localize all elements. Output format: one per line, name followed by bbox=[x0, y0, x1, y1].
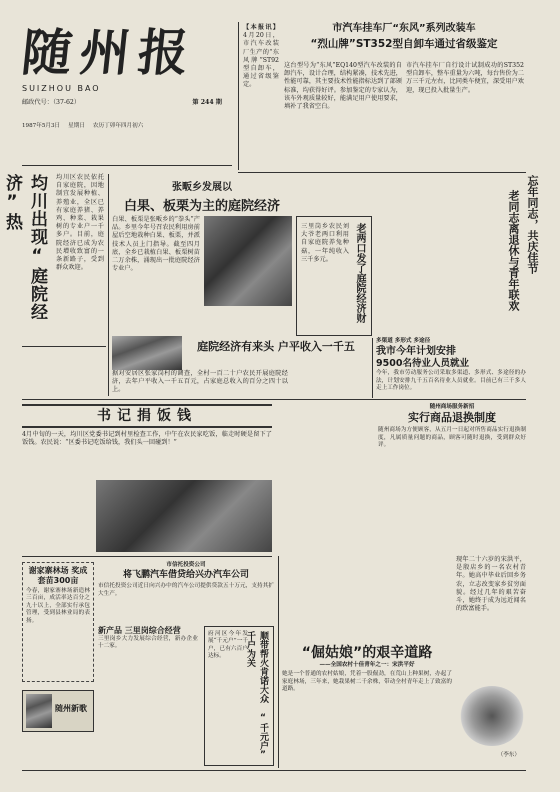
corner-banner-text: 随州新歌 bbox=[55, 704, 87, 713]
column-title: 书记捐饭钱 bbox=[22, 404, 272, 428]
new-product-body: 三里岗乡大力发展综合经营，新办企业十二家。 bbox=[98, 636, 198, 650]
corner-banner bbox=[22, 690, 94, 732]
employment-story bbox=[376, 338, 526, 398]
small-box-headline: 老两口发了庭院经济财 bbox=[354, 223, 365, 323]
small-box-body: 三里岗乡农民刘大爷老两口利用自家庭院养兔种菇，一年纯收入三千多元。 bbox=[301, 223, 349, 263]
left-body-cont bbox=[22, 346, 106, 390]
mall-body: 随州商场为方便顾客，从五月一日起对所售商品实行退换制度，凡属质量问题的商品，顾客可随时退换，受到群众好评。 bbox=[378, 427, 526, 449]
xie-story-box bbox=[22, 562, 94, 682]
employment-subhead: 9500名待业人员就业 bbox=[376, 358, 469, 370]
masthead-issue: 第 244 期 bbox=[192, 99, 222, 106]
top-story-headline-b: “烈山牌”ST352型自卸车通过省级鉴定 bbox=[310, 38, 498, 50]
wolf-headline: “倔姑娘”的艰辛道路 bbox=[301, 645, 433, 661]
top-story-date-line: 4月20日，市汽车改装厂生产的“东风牌”ST92型自卸车，通过省级鉴定。 bbox=[243, 32, 279, 89]
masthead-pinyin: SUIZHOU BAO bbox=[22, 84, 101, 93]
top-story-body: 这台型号为“东风”EQ140型汽车改装的自卸汽车，设计合理，结构紧凑，技术先进，性能可靠，其主要技术性能指标达到了部颁标准，均获得好评。参加鉴定的专家认为，该车外观质量较好，能满足用户使用要求，填补了我省空白。 bbox=[284, 62, 402, 111]
wolf-body: 她是一个普通的农村姑娘，凭着一股倔劲，在荒山上种果树，办起了家庭林场，三年来，她栽果树二千余株，带动全村青年走上了致富的道路。 bbox=[282, 671, 452, 693]
xie-headline: 谢家寨林场 奖成套苗300亩 bbox=[28, 566, 88, 585]
top-story-headline-a: 市汽车挂车厂“东风”系列改装车 bbox=[332, 23, 476, 34]
top-story-tag: 【本报讯】 bbox=[243, 24, 279, 31]
top-story-headlines bbox=[284, 22, 524, 62]
footer-note: （李东） bbox=[497, 752, 520, 758]
masthead-date: 1987年5月3日 bbox=[22, 123, 61, 130]
center-right-col bbox=[376, 178, 494, 336]
lower-center-col bbox=[282, 556, 382, 642]
center-story-kicker: 张畈乡发展以 bbox=[172, 182, 232, 193]
xie-body: 今春，谢家寨林场新造林三百亩，成活率达百分之九十以上，全部实行承包管理，受到县林业局的表扬。 bbox=[26, 588, 90, 624]
corner-banner-graphic bbox=[26, 694, 52, 728]
masthead-title: 随州报 bbox=[18, 23, 200, 82]
masthead-weekday: 星期日 bbox=[68, 123, 85, 130]
masthead-postal: 邮政代号：（37-62） bbox=[22, 99, 81, 106]
mall-kicker: 随州商场服务新招 bbox=[429, 404, 475, 410]
mall-headline: 实行商品退换制度 bbox=[408, 411, 496, 425]
huo-box bbox=[204, 626, 274, 766]
investment-kicker: 市信托投资公司 bbox=[166, 562, 206, 568]
employment-headline: 我市今年计划安排 bbox=[376, 346, 456, 358]
employment-body: 今年，我市劳动服务公司采取多渠道、多形式、多途径的办法，计划安排九千五百名待业人员就业。目前已有三千多人走上工作岗位。 bbox=[376, 370, 526, 392]
investment-story bbox=[98, 562, 274, 622]
investment-body: 市信托投资公司近日向兴办中的汽车公司提供贷款五十万元，支持其扩大生产。 bbox=[98, 583, 274, 597]
left-headline: 均川出现“庭院经济”热 bbox=[2, 174, 47, 321]
center-story-photo bbox=[204, 216, 292, 306]
investment-headline: 将飞鹏汽车借贷给兴办汽车公司 bbox=[122, 570, 249, 581]
center-story-headline: 白果、板栗为主的庭院经济 bbox=[123, 199, 280, 214]
center-story-body: 白果、板栗是张畈乡的“拳头”产品。乡里今年号召农民利用房前屋后空地栽种白果、板栗，并派技术人员上门指导。截至四月底，全乡已栽植白果、板栗树苗二万余株，涌现出一批庭院经济专业户。 bbox=[112, 216, 200, 273]
sub-story-body: 据对安居区张家岗村的调查，全村一百二十户农民开展庭院经济，去年户平收入一千五百元，占家庭总收入的百分之四十以上。 bbox=[112, 370, 288, 394]
new-product-headline: 新产品 三里岗综合经营 bbox=[98, 626, 181, 635]
column-body: 4月中旬的一天，均川区党委书记到村里检查工作，中午在农民家吃饭，临走时硬是留下了饭钱。农民说：“区委书记吃饭给钱，我们头一回碰到！” bbox=[22, 431, 272, 447]
employment-kicker: 多渠道 多形式 多途径 bbox=[376, 338, 431, 344]
left-body: 均川区农民依托自家庭院，因地制宜发展种植、养殖业，全区已有家庭养猪、养鸡、种菜、栽果树的专业户一千多户。目前，庭院经济已成为农民增收致富的一条新路子，受到群众欢迎。 bbox=[56, 174, 104, 272]
mall-story bbox=[378, 404, 526, 510]
slogan-line1: 忘年同志，共庆佳节 bbox=[526, 175, 539, 274]
wolf-subhead: ——全国农村十佳青年之一：宋洪平好 bbox=[319, 662, 415, 668]
column-photo bbox=[96, 480, 272, 552]
center-story-head bbox=[112, 178, 292, 212]
right-mid-body: 现年二十六岁的宋洪平，是殷店乡的一名农村青年。她高中毕业后回乡务农，立志改变家乡贫穷面貌。经过几年的艰苦奋斗，她终于成为远近闻名的致富能手。 bbox=[456, 556, 526, 613]
top-story-col2: 市汽车挂车厂自行设计试制成功的ST352型自卸车，整车重量为六吨，每台售价为二万三千元左右，比同类车便宜，深受用户欢迎，现已投入批量生产。 bbox=[406, 62, 524, 94]
sub-story-headline: 庭院经济有来头 户平收入一千五 bbox=[197, 340, 355, 353]
sub-story-photo bbox=[112, 336, 182, 370]
right-graphic bbox=[460, 686, 524, 746]
wolf-story bbox=[282, 644, 452, 768]
huo-headline: 顺带帮火肯诺大众 “千元户” 千户为关 bbox=[245, 631, 268, 760]
new-product-story bbox=[98, 626, 198, 726]
sub-story-head bbox=[186, 340, 366, 368]
small-box bbox=[296, 216, 372, 336]
huo-body: 府河区今年发展“千元户”一千户，已有六百户达标。 bbox=[208, 631, 248, 660]
masthead-lunar: 农历丁卯年四月初六 bbox=[92, 123, 144, 130]
masthead bbox=[18, 23, 242, 174]
slogan-line2: 老同志离退休与青年联欢 bbox=[507, 190, 520, 311]
top-story-col1 bbox=[243, 24, 279, 168]
column-right-text bbox=[276, 404, 374, 552]
